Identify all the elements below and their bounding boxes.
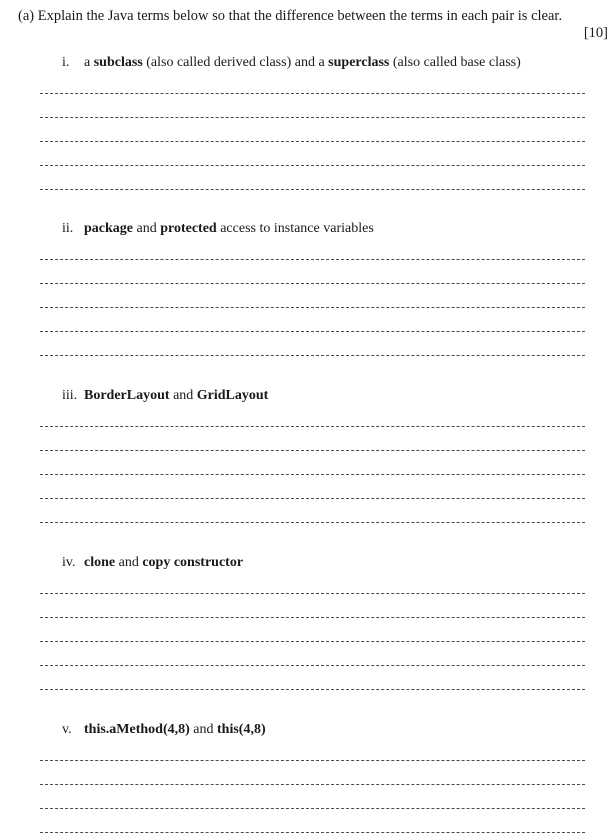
question-term: protected bbox=[160, 221, 217, 236]
answer-line[interactable] bbox=[40, 474, 585, 475]
question-text: a bbox=[84, 55, 94, 70]
marks-label: [10] bbox=[583, 25, 608, 41]
question-term: GridLayout bbox=[196, 388, 269, 403]
answer-line[interactable] bbox=[40, 426, 585, 427]
question-label-3 bbox=[62, 388, 268, 404]
answer-line[interactable] bbox=[40, 189, 585, 190]
answer-line[interactable] bbox=[40, 93, 585, 94]
question-label-2 bbox=[62, 221, 374, 237]
question-term: copy constructor bbox=[142, 555, 244, 570]
question-number: i. bbox=[62, 55, 70, 70]
question-number: v. bbox=[62, 722, 72, 737]
answer-line[interactable] bbox=[40, 641, 585, 642]
question-label-4 bbox=[62, 555, 243, 571]
answer-line[interactable] bbox=[40, 689, 585, 690]
answer-line[interactable] bbox=[40, 760, 585, 761]
question-term: superclass bbox=[328, 55, 390, 70]
question-term: package bbox=[84, 221, 133, 236]
answer-line[interactable] bbox=[40, 808, 585, 809]
question-label-5 bbox=[62, 722, 266, 738]
question-text: and bbox=[133, 221, 161, 236]
question-text: access to instance variables bbox=[216, 221, 374, 236]
answer-line[interactable] bbox=[40, 283, 585, 284]
answer-line[interactable] bbox=[40, 498, 585, 499]
question-number: iv. bbox=[62, 555, 76, 570]
answer-line[interactable] bbox=[40, 617, 585, 618]
question-number: iii. bbox=[62, 388, 78, 403]
answer-line[interactable] bbox=[40, 832, 585, 833]
question-instruction: (a) Explain the Java terms below so that the difference between the terms in each pair is clear. bbox=[18, 8, 563, 24]
answer-line[interactable] bbox=[40, 117, 585, 118]
question-text: and bbox=[189, 722, 217, 737]
answer-line[interactable] bbox=[40, 450, 585, 451]
question-term: this.aMethod(4,8) bbox=[84, 722, 190, 737]
answer-line[interactable] bbox=[40, 307, 585, 308]
question-text: and bbox=[115, 555, 143, 570]
answer-line[interactable] bbox=[40, 141, 585, 142]
answer-line[interactable] bbox=[40, 355, 585, 356]
answer-line[interactable] bbox=[40, 522, 585, 523]
answer-line[interactable] bbox=[40, 331, 585, 332]
question-number: ii. bbox=[62, 221, 74, 236]
question-text: and bbox=[169, 388, 197, 403]
question-label-1 bbox=[62, 55, 521, 71]
question-text: (also called base class) bbox=[389, 55, 521, 70]
answer-line[interactable] bbox=[40, 165, 585, 166]
answer-line[interactable] bbox=[40, 593, 585, 594]
question-text: (also called derived class) and a bbox=[142, 55, 329, 70]
question-term: subclass bbox=[93, 55, 143, 70]
question-term: BorderLayout bbox=[84, 388, 170, 403]
answer-line[interactable] bbox=[40, 665, 585, 666]
answer-line[interactable] bbox=[40, 259, 585, 260]
question-term: this(4,8) bbox=[217, 722, 266, 737]
answer-line[interactable] bbox=[40, 784, 585, 785]
question-term: clone bbox=[84, 555, 116, 570]
